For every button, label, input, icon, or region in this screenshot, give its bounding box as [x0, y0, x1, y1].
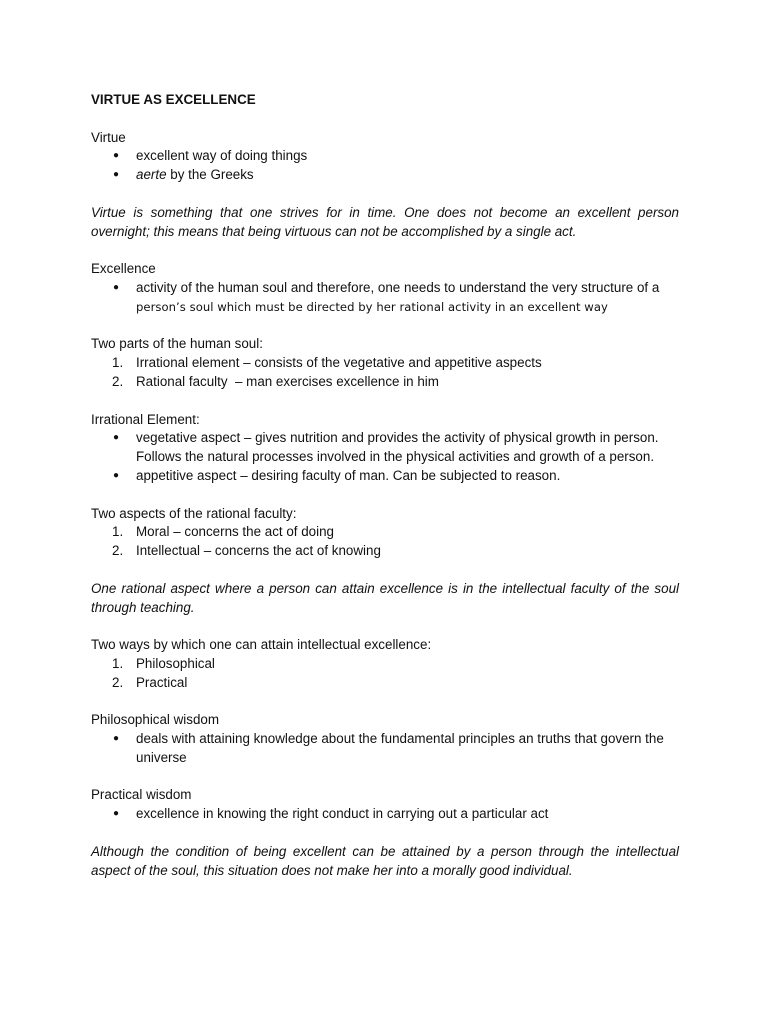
list-item-text: Moral – concerns the act of doing [136, 524, 334, 540]
list-item-text: Practical [136, 674, 188, 690]
virtue-list [91, 147, 679, 185]
list-item-text: Irrational element – consists of the vegetative and appetitive aspects [136, 355, 542, 371]
list-number: 1. [112, 355, 124, 371]
list-item-text: vegetative aspect – gives nutrition and provides the activity of physical growth in person. Follows the natural processes involved in the physical activities and growth of a person. [136, 430, 659, 465]
virtue-note: Virtue is something that one strives for in time. One does not become an excellent person overnight; this means that being virtuous can not be accomplished by a single act. [91, 204, 679, 239]
list-item-text: excellent way of doing things [136, 148, 308, 164]
list-number: 2. [112, 373, 124, 389]
two-ways-heading: Two ways by which one can attain intellectual excellence: [91, 637, 432, 653]
list-item-text: appetitive aspect – desiring faculty of man. Can be subjected to reason. [136, 467, 561, 483]
two-parts-heading: Two parts of the human soul: [91, 336, 263, 352]
two-ways-list [91, 655, 679, 693]
bullet-icon: ● [113, 808, 120, 820]
list-number: 2. [112, 543, 124, 559]
list-number: 1. [112, 524, 124, 540]
list-item [91, 730, 679, 768]
bullet-icon: ● [113, 150, 120, 162]
bullet-icon: ● [113, 432, 120, 444]
irrational-list [91, 429, 679, 485]
list-item-text: Philosophical [136, 655, 215, 671]
list-item [91, 542, 679, 561]
list-item-text: excellence in knowing the right conduct in carrying out a particular act [136, 806, 549, 822]
list-item-text: Intellectual – concerns the act of knowing [136, 543, 381, 559]
document-body [91, 91, 679, 899]
list-item [91, 674, 679, 693]
list-item-text: deals with attaining knowledge about the fundamental principles an truths that govern the universe [136, 731, 664, 765]
rational-note: One rational aspect where a person can attain excellence is in the intellectual faculty of the soul through teaching. [91, 580, 679, 615]
list-item [91, 429, 679, 467]
bullet-icon: ● [113, 169, 120, 181]
excellence-list [91, 279, 679, 317]
rational-aspects-heading: Two aspects of the rational faculty: [91, 505, 297, 521]
two-parts-list [91, 354, 679, 392]
bullet-icon: ● [113, 733, 120, 745]
list-item-emphasis: aerte [136, 167, 167, 183]
closing-note: Although the condition of being excellent can be attained by a person through the intellectual aspect of the soul, this situation does not make her into a morally good individual. [91, 843, 679, 878]
practical-list [91, 805, 679, 824]
irrational-heading: Irrational Element: [91, 411, 200, 427]
list-number: 2. [112, 674, 124, 690]
list-item [91, 147, 679, 166]
list-item [91, 523, 679, 542]
list-item-text-continued: person’s soul which must be directed by her rational activity in an excellent way [136, 299, 608, 314]
rational-aspects-list [91, 523, 679, 561]
list-item [91, 166, 679, 185]
philosophical-list [91, 730, 679, 768]
philosophical-heading: Philosophical wisdom [91, 712, 220, 728]
list-item [91, 354, 679, 373]
list-item [91, 467, 679, 486]
list-number: 1. [112, 655, 124, 671]
virtue-heading: Virtue [91, 129, 126, 145]
document-title: VIRTUE AS EXCELLENCE [91, 92, 256, 107]
bullet-icon: ● [113, 469, 120, 481]
list-item-text: by the Greeks [166, 167, 254, 183]
practical-heading: Practical wisdom [91, 787, 192, 803]
list-item-text: activity of the human soul and therefore, one needs to understand the very structure of a [136, 279, 660, 295]
list-item [91, 655, 679, 674]
list-item [91, 279, 679, 317]
list-item-text: Rational faculty – man exercises excellence in him [136, 373, 439, 389]
excellence-heading: Excellence [91, 261, 156, 277]
list-item [91, 373, 679, 392]
bullet-icon: ● [113, 281, 120, 293]
list-item [91, 805, 679, 824]
